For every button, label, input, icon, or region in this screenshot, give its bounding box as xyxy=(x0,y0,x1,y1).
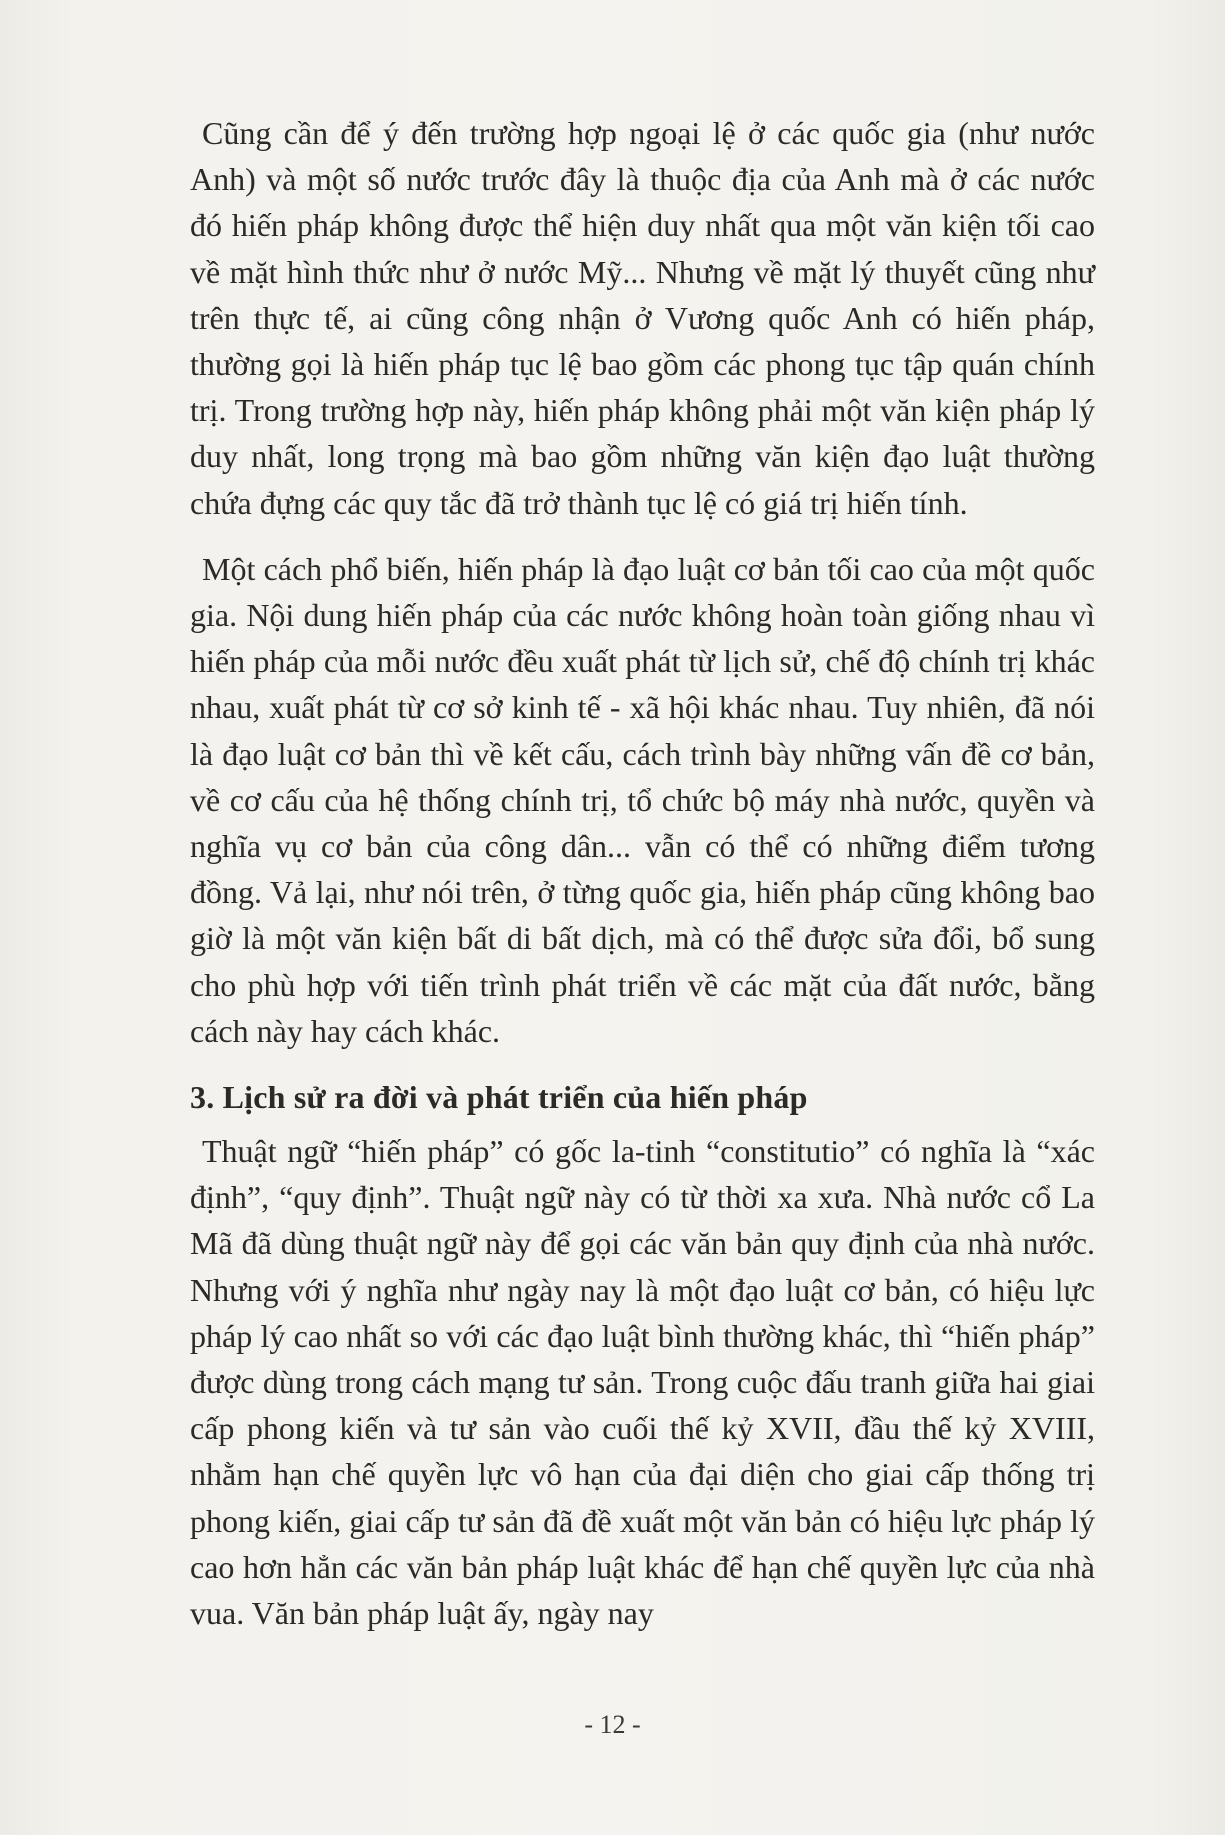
section-heading: 3. Lịch sử ra đời và phát triển của hiến pháp xyxy=(190,1079,808,1116)
paragraph-history: Thuật ngữ “hiến pháp” có gốc la-tinh “constitutio” có nghĩa là “xác định”, “quy định”. Thuật ngữ này có từ thời xa xưa. Nhà nước cổ La Mã đã dùng thuật ngữ này để gọi các văn bản quy định của nhà nước. Nhưng với ý nghĩa như ngày nay là một đạo luật cơ bản, có hiệu lực pháp lý cao nhất so với các đạo luật bình thường khác, thì “hiến pháp” được dùng trong cách mạng tư sản. Trong cuộc đấu tranh giữa hai giai cấp phong kiến và tư sản vào cuối thế kỷ XVII, đầu thế kỷ XVIII, nhằm hạn chế quyền lực vô hạn của đại diện cho giai cấp thống trị phong kiến, giai cấp tư sản đã đề xuất một văn bản có hiệu lực pháp lý cao hơn hẳn các văn bản pháp luật khác để hạn chế quyền lực của nhà vua. Văn bản pháp luật ấy, ngày nay xyxy=(190,1133,1095,1632)
paragraph-general-definition: Một cách phổ biến, hiến pháp là đạo luật cơ bản tối cao của một quốc gia. Nội dung hiến pháp của các nước không hoàn toàn giống nhau vì hiến pháp của mỗi nước đều xuất phát từ lịch sử, chế độ chính trị khác nhau, xuất phát từ cơ sở kinh tế - xã hội khác nhau. Tuy nhiên, đã nói là đạo luật cơ bản thì về kết cấu, cách trình bày những vấn đề cơ bản, về cơ cấu của hệ thống chính trị, tổ chức bộ máy nhà nước, quyền và nghĩa vụ cơ bản của công dân... vẫn có thể có những điểm tương đồng. Vả lại, như nói trên, ở từng quốc gia, hiến pháp cũng không bao giờ là một văn kiện bất di bất dịch, mà có thể được sửa đổi, bổ sung cho phù hợp với tiến trình phát triển về các mặt của đất nước, bằng cách này hay cách khác. xyxy=(190,550,1095,1049)
page-number: - 12 - xyxy=(584,1710,641,1739)
page-body xyxy=(190,110,1095,1656)
paragraph-exceptions: Cũng cần để ý đến trường hợp ngoại lệ ở các quốc gia (như nước Anh) và một số nước trước đây là thuộc địa của Anh mà ở các nước đó hiến pháp không được thể hiện duy nhất qua một văn kiện tối cao về mặt hình thức như ở nước Mỹ... Nhưng về mặt lý thuyết cũng như trên thực tế, ai cũng công nhận ở Vương quốc Anh có hiến pháp, thường gọi là hiến pháp tục lệ bao gồm các phong tục tập quán chính trị. Trong trường hợp này, hiến pháp không phải một văn kiện pháp lý duy nhất, long trọng mà bao gồm những văn kiện đạo luật thường chứa đựng các quy tắc đã trở thành tục lệ có giá trị hiến tính. xyxy=(190,115,1095,521)
